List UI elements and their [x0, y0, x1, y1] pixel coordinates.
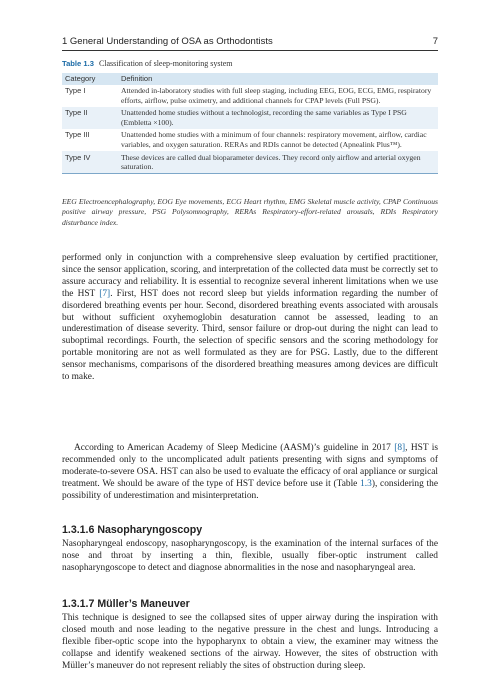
running-head	[62, 36, 438, 51]
table-row	[62, 129, 438, 151]
section-heading-mullers-maneuver: 1.3.1.7 Müller’s Maneuver	[62, 598, 190, 610]
table-cell-category: Type III	[65, 130, 90, 140]
table-cell-category: Type I	[65, 86, 86, 96]
paragraph-aasm-guideline	[62, 443, 438, 503]
column-header-category: Category	[62, 73, 118, 85]
paragraph-hst-limitations	[62, 253, 438, 384]
table-row	[62, 85, 438, 107]
paragraph-text: performed only in conjunction with a comprehensive sleep evaluation by certified practitioner, since the sensor application, scoring, and interpretation of the collected data must be correctly set to assure accuracy and reliability. It is essential to recognize several inherent limitations when we use the HST	[62, 253, 438, 299]
table-row	[62, 107, 438, 129]
column-header-definition: Definition	[118, 73, 438, 85]
section-heading-nasopharyngoscopy: 1.3.1.6 Nasopharyngoscopy	[62, 524, 203, 536]
table-cell-definition: Attended in-laboratory studies with full sleep staging, including EEG, EOG, ECG, EMG, respiratory efforts, airflow, pulse oximetry, and additional channels for CPAP levels (Full PSG).	[121, 86, 432, 105]
table-cell-category: Type IV	[62, 151, 118, 174]
chapter-title: 1 General Understanding of OSA as Orthodontists	[62, 36, 273, 47]
table-cell-category: Type II	[62, 107, 118, 129]
page-number: 7	[432, 36, 438, 47]
table-footnote: EEG Electroencephalography, EOG Eye movements, ECG Heart rhythm, EMG Skeletal muscle activity, CPAP Continuous positive airway pressure, PSG Polysomnography, RERAs Respiratory-effort-related arousals, RDIs Respiratory disturbance index.	[62, 197, 438, 227]
table-cell-definition: Unattended home studies without a technologist, recording the same variables as Type I PSG (Embletta ×100).	[118, 107, 438, 129]
table-header-row	[62, 73, 438, 85]
citation-link[interactable]: [7]	[99, 288, 111, 299]
classification-table	[62, 73, 438, 174]
table-reference-link[interactable]: 1.3	[360, 478, 372, 489]
paragraph-nasopharyngoscopy	[62, 539, 438, 575]
paragraph-text: , HST is recommended only to the uncomplicated adult patients presenting with signs and symptoms of moderate-to-severe OSA. HST can also be used to evaluate the efficacy of oral appliance or surgical treatment. We should be aware of the type of HST device before use it (Table	[62, 443, 438, 489]
table-caption	[62, 59, 438, 68]
table-cell-definition: Unattended home studies with a minimum of four channels: respiratory movement, airflow, cardiac variables, and oxygen saturation. RERAs and RDIs cannot be detected (Apnealink Plus™).	[121, 130, 427, 150]
citation-link[interactable]: [8]	[394, 443, 406, 453]
paragraph-mullers-maneuver	[62, 613, 438, 673]
table-label: Table 1.3	[62, 59, 94, 68]
paragraph-text: According to American Academy of Sleep Medicine (AASM)’s guideline in 2017	[74, 443, 391, 453]
paragraph-text: This technique is designed to see the collapsed sites of upper airway during the inspiration with closed mouth and nose leading to the negative pressure in the chest and lungs. Introducing a flexible fiber-optic scope into the hypopharynx to obtain a view, the examiner may witness the collapse and identify weakened sections of the airway. However, the sites of obstruction with Müller’s maneuver do not represent reliably the sites of obstruction during sleep.	[62, 613, 438, 671]
table-cell-definition: These devices are called dual bioparameter devices. They record only airflow and arterial oxygen saturation.	[118, 151, 438, 174]
paragraph-text: ), considering the possibility of underestimation and misinterpretation.	[62, 478, 439, 501]
table-row	[62, 151, 438, 174]
table-title: Classification of sleep-monitoring system	[98, 59, 233, 68]
paragraph-text: . First, HST does not record sleep but yields information regarding the number of disordered breathing events per hour. Second, disordered breathing events associated with arousals but without sufficient oxyhemoglobin desaturation cannot be assessed, leading to an underestimation of disease severity. Third, sensor failure or drop-out during the night can lead to suboptimal recordings. Fourth, the selection of specific sensors and the scoring methodology for portable monitoring are not as well formulated as they are for PSG. Lastly, due to the different sensor mechanisms, comparisons of the disordered breathing measures among devices are difficult to make.	[62, 288, 439, 383]
paragraph-text: Nasopharyngeal endoscopy, nasopharyngoscopy, is the examination of the internal surfaces of the nose and throat by inserting a thin, flexible, usually fiber-optic instrument called nasopharyngoscope to detect and diagnose abnormalities in the nose and nasopharyngeal area.	[62, 539, 438, 573]
